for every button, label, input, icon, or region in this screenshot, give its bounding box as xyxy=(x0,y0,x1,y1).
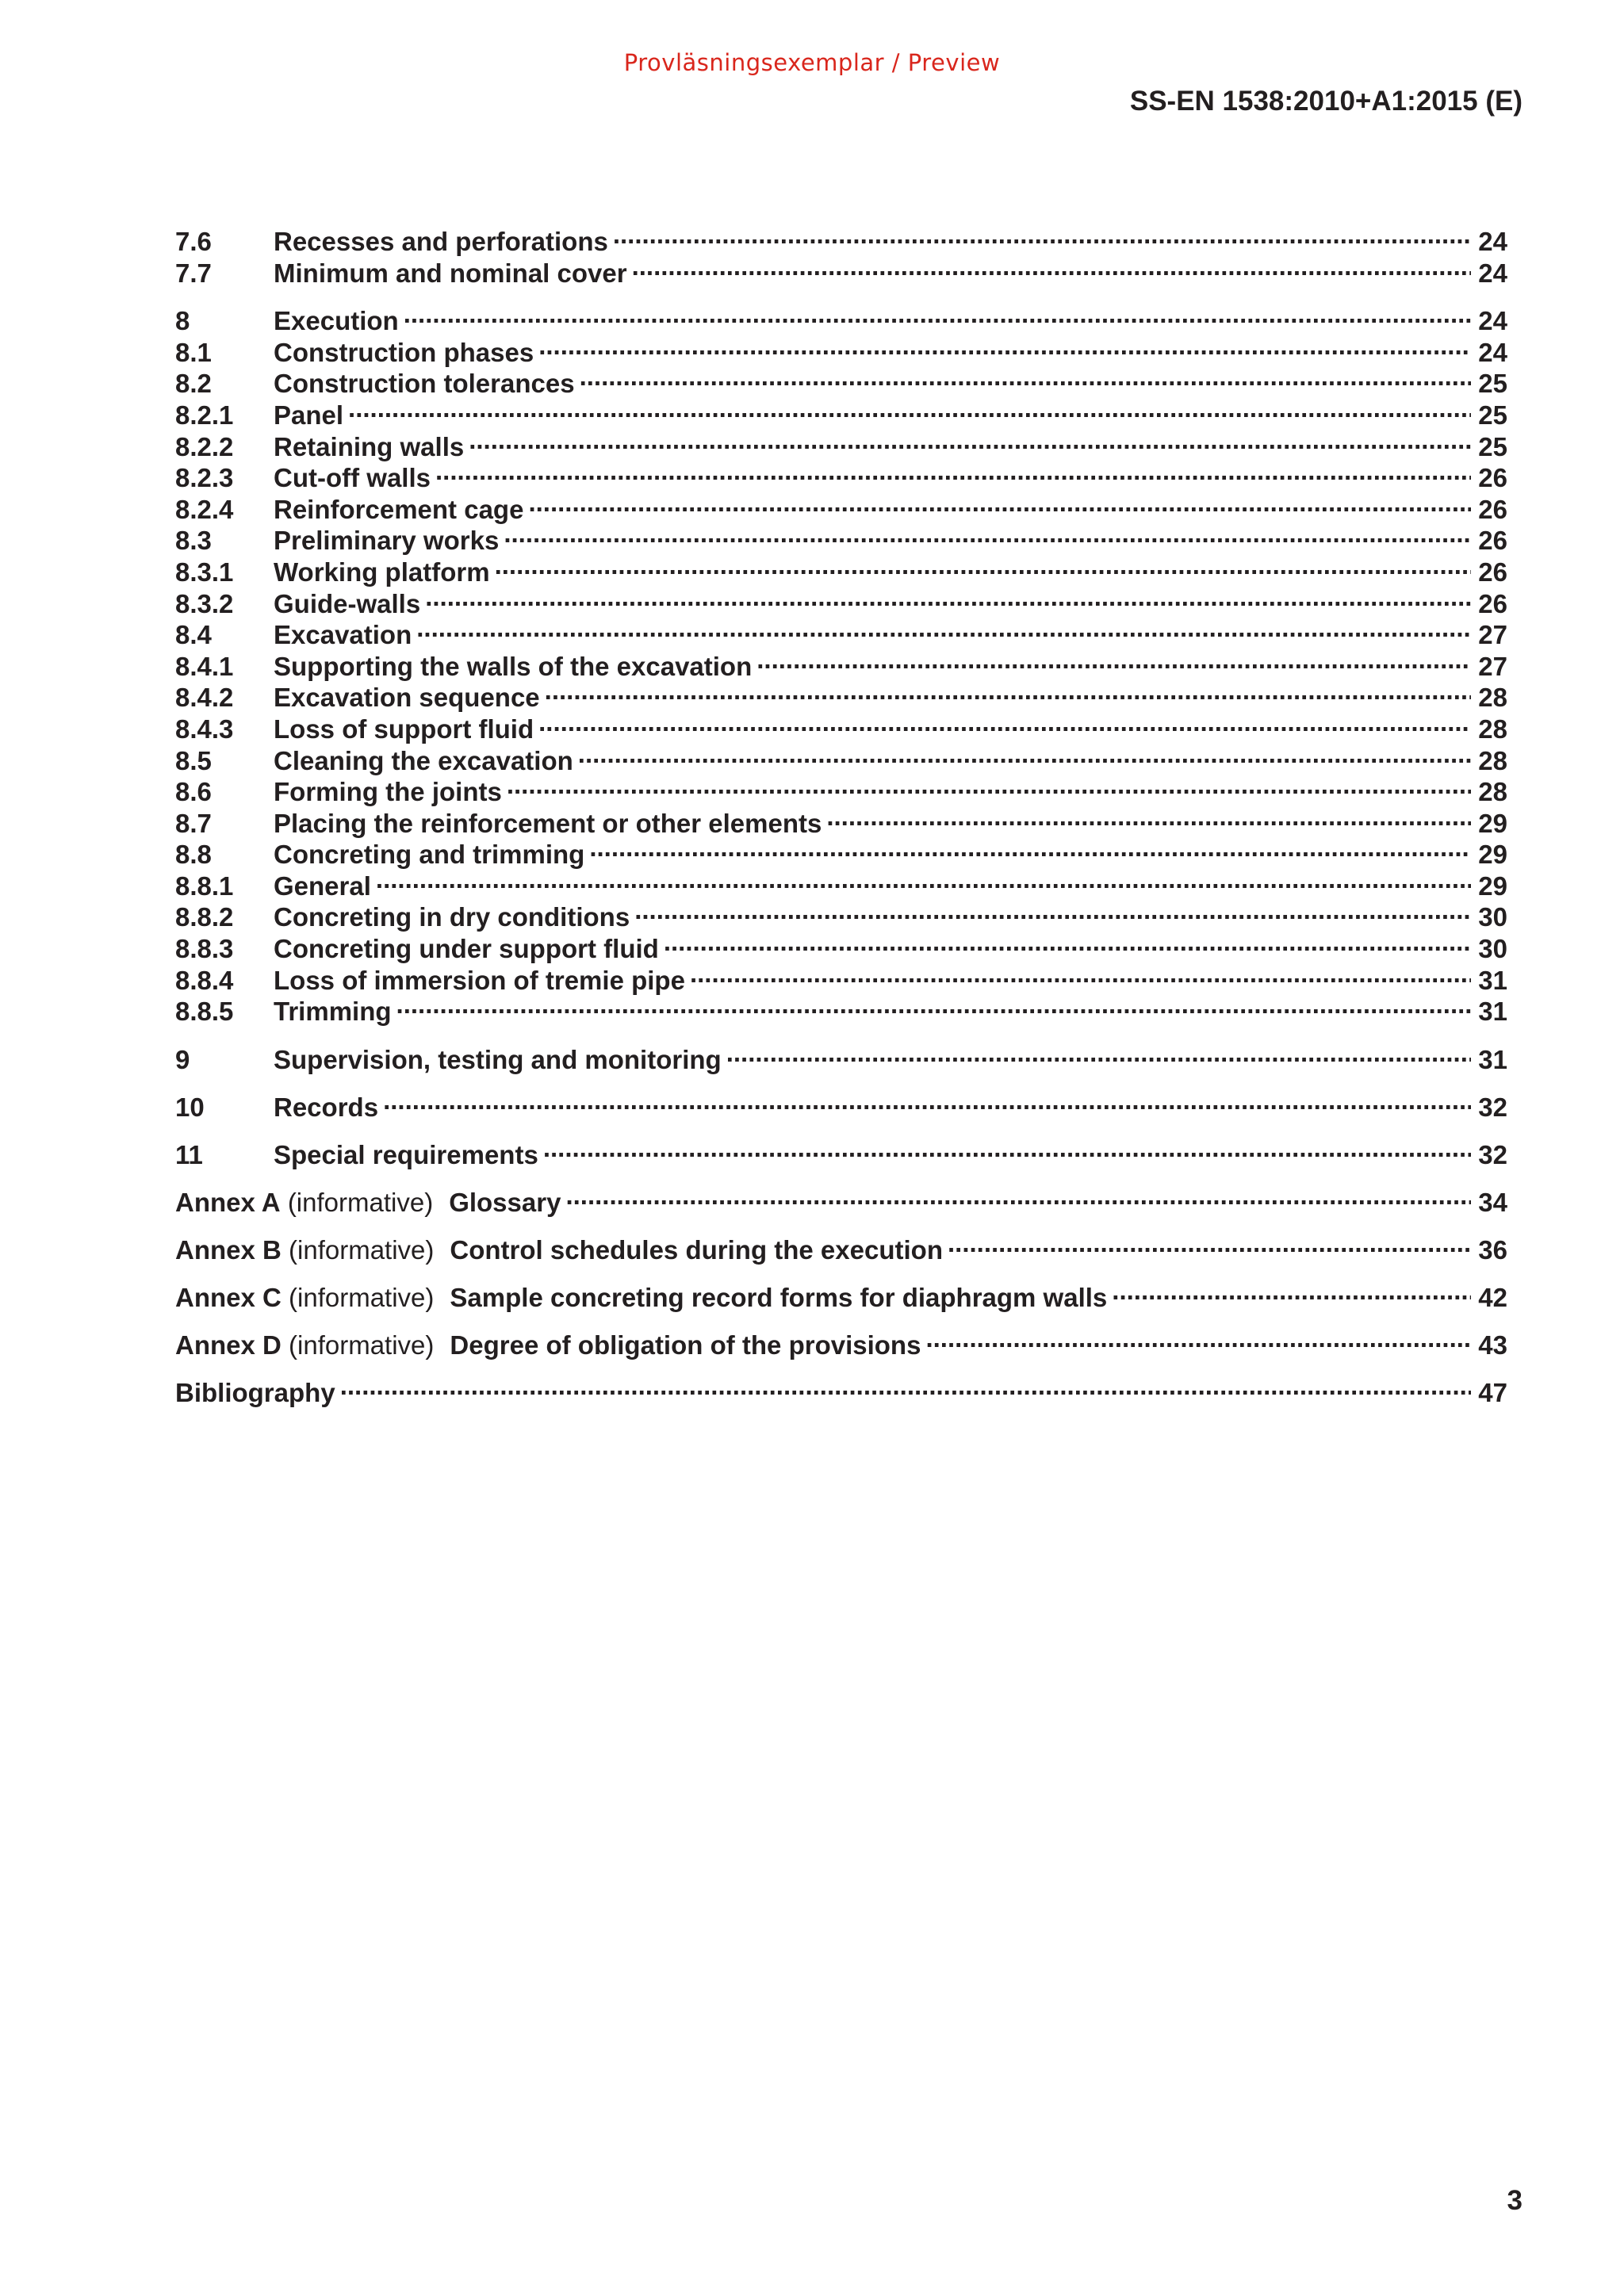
toc-entry-title: General xyxy=(274,871,371,901)
toc-entry-number: 8.2.4 xyxy=(175,495,234,524)
toc-entry-number: 7.6 xyxy=(175,227,212,256)
toc-entry-page: 28 xyxy=(1478,714,1507,744)
toc-entry[interactable] xyxy=(175,424,1507,461)
toc-entry-title: Execution xyxy=(274,306,399,335)
toc-entry[interactable] xyxy=(175,219,1507,256)
toc-entry-page: 29 xyxy=(1478,871,1507,901)
toc-entry-page: 28 xyxy=(1478,746,1507,775)
toc-dot-leader xyxy=(545,675,1471,706)
toc-entry-page: 30 xyxy=(1478,902,1507,932)
toc-entry-number: 8.6 xyxy=(175,777,212,806)
toc-entry-title: Trimming xyxy=(274,997,392,1026)
toc-annex-informative: (informative) xyxy=(289,1235,435,1265)
toc-annex-label: Annex C xyxy=(175,1283,282,1312)
toc-entry-number: 7.7 xyxy=(175,258,212,288)
toc-entry-page: 31 xyxy=(1478,1045,1507,1074)
toc-entry[interactable] xyxy=(175,251,1507,288)
toc-entry-page: 24 xyxy=(1478,306,1507,335)
toc-entry[interactable] xyxy=(175,894,1507,932)
toc-entry-title: Placing the reinforcement or other elements xyxy=(274,809,822,838)
toc-entry-page: 26 xyxy=(1478,589,1507,618)
toc-dot-leader xyxy=(1112,1275,1471,1307)
preview-banner: Provläsningsexemplar / Preview xyxy=(623,49,1001,76)
toc-entry-number: 8 xyxy=(175,306,190,335)
toc-annex-label: Annex B xyxy=(175,1235,282,1265)
toc-entry-number: 8.4.3 xyxy=(175,714,234,744)
toc-entry[interactable] xyxy=(175,361,1507,398)
toc-entry-page: 27 xyxy=(1478,652,1507,681)
toc-entry-page: 24 xyxy=(1478,338,1507,367)
toc-entry-page: 25 xyxy=(1478,369,1507,398)
toc-dot-leader xyxy=(613,219,1471,251)
toc-dot-leader xyxy=(528,487,1471,519)
toc-entry[interactable] xyxy=(175,644,1507,681)
toc-dot-leader xyxy=(826,801,1471,832)
document-id: SS-EN 1538:2010+A1:2015 (E) xyxy=(1129,86,1522,117)
toc-entry-title: Special requirements xyxy=(274,1140,538,1169)
toc-dot-leader xyxy=(538,330,1471,362)
toc-entry-title: Degree of obligation of the provisions xyxy=(450,1330,921,1360)
toc-dot-leader xyxy=(925,1322,1471,1354)
toc-entry-title: Minimum and nominal cover xyxy=(274,258,627,288)
toc-entry[interactable] xyxy=(175,612,1507,649)
toc-entry[interactable] xyxy=(175,1085,1507,1122)
toc-annex-informative: (informative) xyxy=(287,1188,434,1217)
toc-entry-title: Panel xyxy=(274,400,344,430)
toc-entry-page: 30 xyxy=(1478,934,1507,963)
toc-entry-title: Loss of support fluid xyxy=(274,714,534,744)
toc-entry-title: Loss of immersion of tremie pipe xyxy=(274,966,685,995)
toc-entry-title: Concreting in dry conditions xyxy=(274,902,630,932)
toc-entry-title: Reinforcement cage xyxy=(274,495,524,524)
toc-dot-leader xyxy=(435,455,1471,487)
toc-entry-number: 8.8.5 xyxy=(175,997,234,1026)
toc-entry-title: Forming the joints xyxy=(274,777,502,806)
toc-dot-leader xyxy=(383,1085,1471,1116)
toc-entry-number: 8.3.1 xyxy=(175,557,234,587)
toc-entry-number: 9 xyxy=(175,1045,190,1074)
toc-dot-leader xyxy=(396,989,1471,1020)
toc-entry-number: 8.1 xyxy=(175,338,212,367)
toc-dot-leader xyxy=(495,549,1471,581)
toc-annex-entry[interactable] xyxy=(175,1227,1507,1265)
toc-annex-label: Annex A xyxy=(175,1188,281,1217)
toc-dot-leader xyxy=(578,738,1471,770)
toc-entry-number: 8.3 xyxy=(175,526,212,555)
toc-annex-label: Annex D xyxy=(175,1330,282,1360)
toc-entry-title: Construction phases xyxy=(274,338,534,367)
toc-entry[interactable] xyxy=(175,675,1507,712)
toc-dot-leader xyxy=(589,832,1471,863)
toc-entry-page: 34 xyxy=(1478,1188,1507,1217)
toc-dot-leader xyxy=(580,361,1471,392)
toc-entry-page: 25 xyxy=(1478,400,1507,430)
toc-entry-page: 26 xyxy=(1478,463,1507,492)
toc-entry-number: 8.2.3 xyxy=(175,463,234,492)
toc-entry-number: 8.4 xyxy=(175,620,212,649)
toc-entry-page: 42 xyxy=(1478,1283,1507,1312)
toc-entry-title: Recesses and perforations xyxy=(274,227,608,256)
toc-entry[interactable] xyxy=(175,832,1507,869)
toc-annex-entry[interactable] xyxy=(175,1275,1507,1312)
toc-entry-title: Cut-off walls xyxy=(274,463,431,492)
toc-entry[interactable] xyxy=(175,769,1507,806)
toc-entry-title: Supporting the walls of the excavation xyxy=(274,652,753,681)
toc-entry-page: 32 xyxy=(1478,1140,1507,1169)
toc-entry-number: 8.4.1 xyxy=(175,652,234,681)
toc-entry-number: 8.8.2 xyxy=(175,902,234,932)
toc-dot-leader xyxy=(340,1370,1471,1402)
toc-bibliography-entry[interactable] xyxy=(175,1370,1507,1407)
toc-entry[interactable] xyxy=(175,392,1507,430)
toc-dot-leader xyxy=(632,251,1471,282)
toc-entry-number: 8.5 xyxy=(175,746,212,775)
toc-dot-leader xyxy=(538,706,1471,738)
toc-entry-number: 8.8.1 xyxy=(175,871,234,901)
toc-entry[interactable] xyxy=(175,487,1507,524)
toc-dot-leader xyxy=(425,581,1471,613)
toc-entry[interactable] xyxy=(175,989,1507,1026)
toc-entry-page: 25 xyxy=(1478,432,1507,461)
toc-entry-title: Sample concreting record forms for diaphragm walls xyxy=(450,1283,1108,1312)
toc-entry-title: Working platform xyxy=(274,557,490,587)
toc-entry-page: 32 xyxy=(1478,1093,1507,1122)
toc-dot-leader xyxy=(416,612,1471,644)
toc-entry-number: 8.2 xyxy=(175,369,212,398)
toc-entry-number: 8.3.2 xyxy=(175,589,234,618)
toc-entry-page: 31 xyxy=(1478,997,1507,1026)
toc-dot-leader xyxy=(469,424,1471,456)
toc-entry-number: 8.7 xyxy=(175,809,212,838)
toc-entry-page: 27 xyxy=(1478,620,1507,649)
toc-entry-number: 8.8.4 xyxy=(175,966,234,995)
toc-annex-entry[interactable] xyxy=(175,1180,1507,1217)
toc-entry-title: Control schedules during the execution xyxy=(450,1235,943,1265)
toc-dot-leader xyxy=(565,1180,1471,1211)
toc-entry-page: 31 xyxy=(1478,966,1507,995)
toc-annex-informative: (informative) xyxy=(289,1283,435,1312)
toc-entry[interactable] xyxy=(175,706,1507,744)
toc-entry-number: 8.8.3 xyxy=(175,934,234,963)
toc-entry-title: Concreting and trimming xyxy=(274,840,585,869)
toc-entry[interactable] xyxy=(175,738,1507,775)
toc-entry-title: Guide-walls xyxy=(274,589,421,618)
toc-entry-page: 26 xyxy=(1478,557,1507,587)
toc-dot-leader xyxy=(726,1037,1471,1069)
toc-entry-title: Records xyxy=(274,1093,379,1122)
toc-entry-number: 8.2.1 xyxy=(175,400,234,430)
toc-entry[interactable] xyxy=(175,1037,1507,1074)
toc-entry-number: 10 xyxy=(175,1093,205,1122)
toc-entry[interactable] xyxy=(175,1132,1507,1169)
toc-dot-leader xyxy=(756,644,1471,675)
toc-dot-leader xyxy=(690,958,1471,989)
toc-entry[interactable] xyxy=(175,801,1507,838)
toc-annex-entry[interactable] xyxy=(175,1322,1507,1360)
toc-entry[interactable] xyxy=(175,863,1507,901)
toc-dot-leader xyxy=(543,1132,1471,1164)
toc-entry[interactable] xyxy=(175,581,1507,618)
toc-entry-title: Construction tolerances xyxy=(274,369,575,398)
toc-entry-number: 8.4.2 xyxy=(175,683,234,712)
toc-dot-leader xyxy=(348,392,1471,424)
toc-entry-page: 26 xyxy=(1478,495,1507,524)
toc-entry[interactable] xyxy=(175,330,1507,367)
toc-entry-title: Bibliography xyxy=(175,1378,335,1407)
toc-entry-page: 28 xyxy=(1478,683,1507,712)
toc-entry-page: 47 xyxy=(1478,1378,1507,1407)
toc-entry[interactable] xyxy=(175,518,1507,555)
toc-entry-page: 26 xyxy=(1478,526,1507,555)
toc-entry-title: Excavation xyxy=(274,620,412,649)
toc-entry-title: Supervision, testing and monitoring xyxy=(274,1045,722,1074)
toc-entry[interactable] xyxy=(175,958,1507,995)
toc-entry-page: 29 xyxy=(1478,840,1507,869)
toc-entry-title: Preliminary works xyxy=(274,526,500,555)
toc-entry-number: 8.2.2 xyxy=(175,432,234,461)
toc-dot-leader xyxy=(634,894,1471,926)
toc-entry[interactable] xyxy=(175,926,1507,963)
toc-entry-number: 8.8 xyxy=(175,840,212,869)
page-number: 3 xyxy=(1507,2185,1522,2216)
toc-dot-leader xyxy=(504,518,1471,549)
toc-dot-leader xyxy=(404,298,1471,330)
toc-dot-leader xyxy=(376,863,1471,895)
toc-entry-page: 36 xyxy=(1478,1235,1507,1265)
toc-annex-informative: (informative) xyxy=(289,1330,435,1360)
toc-entry-page: 24 xyxy=(1478,227,1507,256)
toc-entry-page: 29 xyxy=(1478,809,1507,838)
toc-entry-title: Concreting under support fluid xyxy=(274,934,659,963)
toc-entry[interactable] xyxy=(175,549,1507,587)
toc-entry-title: Cleaning the excavation xyxy=(274,746,573,775)
toc-entry-page: 43 xyxy=(1478,1330,1507,1360)
toc-entry-title: Retaining walls xyxy=(274,432,465,461)
toc-entry-title: Glossary xyxy=(449,1188,561,1217)
toc-dot-leader xyxy=(507,769,1471,801)
toc-entry-page: 24 xyxy=(1478,258,1507,288)
toc-entry[interactable] xyxy=(175,455,1507,492)
toc-entry-number: 11 xyxy=(175,1140,203,1169)
toc-entry-title: Excavation sequence xyxy=(274,683,540,712)
toc-dot-leader xyxy=(664,926,1471,958)
toc-entry[interactable] xyxy=(175,298,1507,335)
toc-entry-page: 28 xyxy=(1478,777,1507,806)
toc-dot-leader xyxy=(948,1227,1471,1259)
